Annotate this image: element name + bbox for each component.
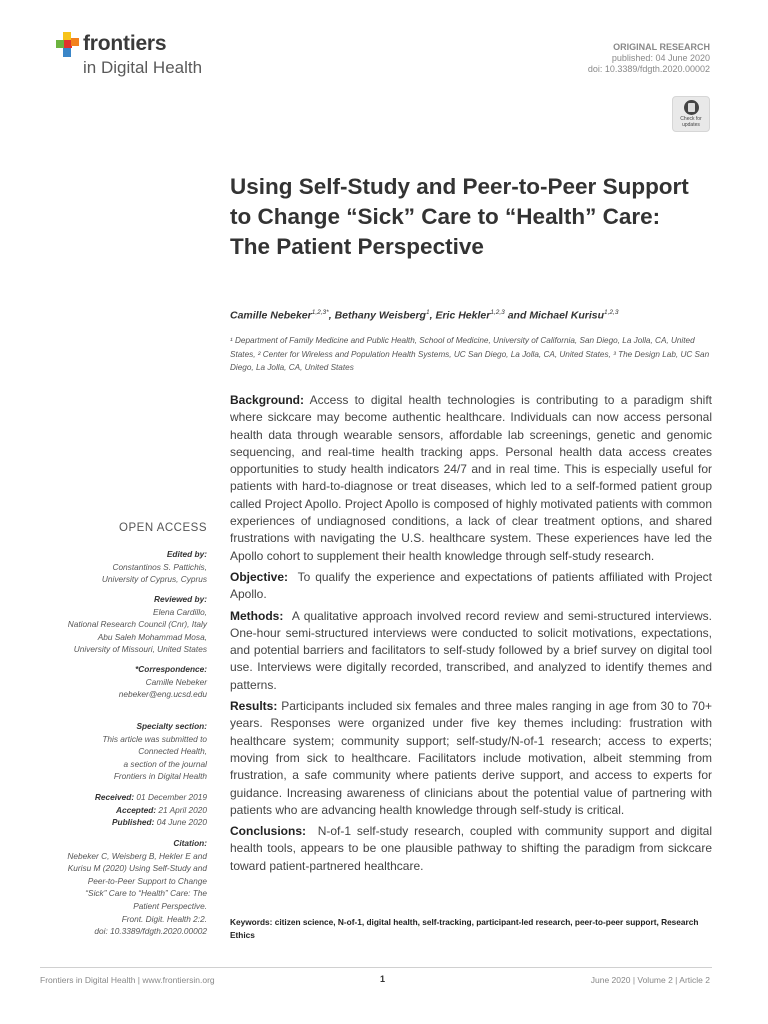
sidebar-line: Front. Digit. Health 2:2.: [121, 913, 207, 924]
abstract-heading: Objective:: [230, 569, 289, 584]
sidebar-line: National Research Council (Cnr), Italy: [67, 619, 207, 630]
frontiers-logo-icon: [56, 32, 80, 58]
author-name[interactable]: Eric Hekler: [435, 309, 491, 322]
footer-divider: [40, 967, 712, 968]
sidebar-line: Frontiers in Digital Health: [113, 771, 207, 782]
footer-issue-info: June 2020 | Volume 2 | Article 2: [590, 975, 710, 985]
open-access-label: OPEN ACCESS: [119, 522, 207, 534]
sidebar-heading: Citation:: [173, 838, 207, 848]
page-number: 1: [380, 974, 386, 984]
abstract-heading: Background:: [230, 393, 305, 407]
abstract-objective: [230, 569, 712, 604]
received-date: [40, 791, 207, 804]
abstract-methods: [230, 608, 712, 694]
published-date-side: [40, 816, 207, 829]
abstract-heading: Methods:: [230, 608, 284, 623]
doi-link[interactable]: doi: 10.3389/fdgth.2020.00002: [587, 64, 710, 74]
author-affiliation-marker: 1,2,3: [490, 309, 505, 316]
correspondence-email-link[interactable]: nebeker@eng.ucsd.edu: [118, 689, 207, 700]
sidebar-line: Kurisu M (2020) Using Self-Study and: [67, 863, 207, 874]
abstract-background: [230, 392, 712, 565]
citation-doi-link[interactable]: doi: 10.3389/fdgth.2020.00002: [94, 926, 207, 937]
citation-section: [40, 837, 207, 938]
sidebar-line: University of Missouri, United States: [73, 644, 207, 655]
sidebar-line: Patient Perspective.: [133, 900, 207, 911]
article-title: Using Self-Study and Peer-to-Peer Support to Change “Sick” Care to “Health” Care: The Patient Perspective: [230, 174, 689, 259]
sidebar-heading: Accepted:: [115, 804, 157, 815]
sidebar-heading: Specialty section:: [136, 721, 207, 731]
sidebar-value: 04 June 2020: [156, 817, 207, 828]
footer-journal-link[interactable]: Frontiers in Digital Health | www.frontiersin.org: [40, 975, 215, 985]
affiliations: ¹ Department of Family Medicine and Public Health, School of Medicine, University of California, San Diego, La Jolla, CA, United States, ² Center for Wireless and Population Health Systems, UC San Diego, La Jolla, CA, United States, ³ The Design Lab, UC San Diego, La Jolla, CA, United States: [230, 336, 710, 373]
author-separator: ,: [429, 309, 436, 322]
sidebar-heading: *Correspondence:: [135, 664, 207, 674]
abstract-text: Access to digital health technologies is contributing to a paradigm shift where sickcare may become authentic healthcare. Individuals can now access personal health data through wearable sensors, affordable lab screenings, genetic and genomic sequencing, and real-time health tracking apps. Personal health data access creates opportunities to study health indicators 24/7 and in real time. This is especially useful for patients with hard-to-diagnose or treat diseases, which led to a self-formed patient group called Project Apollo. Project Apollo is composed of highly motivated patients with common experiences of undiagnosed conditions, a lack of clear treatment options, and shared frustrations with navigating the U.S. healthcare system. These experiences have led the Apollo cohort to supplement their health knowledge through self-study research.: [230, 393, 712, 563]
abstract-conclusions: [230, 823, 712, 875]
author-separator: ,: [328, 309, 335, 322]
author-separator: and: [504, 309, 530, 322]
abstract-text: N-of-1 self-study research, coupled with community support and digital health tools, appears to be one plausible pathway to shifting the paradigm from sickcare toward patient-partnered healthcare.: [230, 824, 712, 873]
reviewed-by-section: [40, 593, 207, 656]
sidebar-heading: Reviewed by:: [153, 594, 207, 604]
sidebar-line[interactable]: Elena Cardillo,: [153, 606, 207, 617]
abstract-heading: Results:: [230, 699, 278, 714]
author-list: [230, 309, 720, 322]
author-affiliation-marker: 1,2,3: [604, 309, 619, 316]
edited-by-section: [40, 548, 207, 586]
abstract: [230, 392, 712, 879]
accepted-date: [40, 804, 207, 817]
sidebar-line: University of Cyprus, Cyprus: [101, 574, 207, 585]
sidebar-line: Camille Nebeker: [145, 676, 207, 687]
sidebar-value: 01 December 2019: [136, 792, 207, 802]
sidebar-heading: Edited by:: [166, 549, 207, 559]
abstract-text: Participants included six females and three males ranging in age from 30 to 70+ years. Responses were organized under five key themes including: frustration with healthcare system; community support; self-study/N-of-1 research; access to experts; moving from sick to healthcare. Facilitators include motivation, albeit stemming from frustration, a safe community where patients derive support, and access to experts for guidance. Increasing awareness of clinicians about the potential value of partnering with patients who are advancing health knowledge through self-study is critical.: [230, 699, 712, 817]
sidebar-line: Peer-to-Peer Support to Change: [87, 875, 207, 886]
check-for-updates-button[interactable]: [672, 96, 710, 132]
check-updates-icon: [684, 100, 699, 115]
sidebar-heading: Received:: [94, 792, 135, 802]
author-name[interactable]: Bethany Weisberg: [334, 309, 426, 322]
author-affiliation-marker: 1,2,3*: [311, 309, 329, 316]
dates-section: [40, 791, 207, 829]
sidebar-line: Connected Health,: [138, 746, 207, 757]
sidebar-line: “Sick” Care to “Health” Care: The: [85, 888, 207, 899]
sidebar-line: This article was submitted to: [102, 733, 207, 744]
journal-name-line2: in Digital Health: [83, 58, 203, 77]
author-name[interactable]: Camille Nebeker: [230, 309, 312, 322]
check-updates-label: Check for updates: [680, 116, 702, 128]
author-affiliation-marker: 1: [425, 309, 430, 316]
published-date: published: 04 June 2020: [611, 53, 710, 63]
journal-name-line1: frontiers: [83, 32, 167, 55]
keywords: Keywords: citizen science, N-of-1, digital health, self-tracking, participant-led research, peer-to-peer support, Research Ethics: [230, 917, 699, 940]
sidebar-line[interactable]: Constantinos S. Pattichis,: [112, 561, 207, 572]
abstract-text: To qualify the experience and expectations of patients affiliated with Project Apollo.: [230, 569, 712, 602]
abstract-text: A qualitative approach involved record review and semi-structured interviews. One-hour semi-structured interviews were conducted to solicit motivations, expectations, and potential barriers and facilitators to self-study followed by a brief survey on digital tool use. Interviews were digitally recorded, transcribed, and analyzed to identify themes and patterns.: [230, 608, 712, 692]
sidebar-heading: Published:: [111, 817, 155, 828]
author-name[interactable]: Michael Kurisu: [529, 309, 604, 322]
sidebar-line: a section of the journal: [123, 758, 207, 769]
sidebar-line[interactable]: Abu Saleh Mohammad Mosa,: [97, 631, 207, 642]
article-type: ORIGINAL RESEARCH: [613, 42, 710, 52]
abstract-heading: Conclusions:: [230, 824, 307, 839]
sidebar-line: Nebeker C, Weisberg B, Hekler E and: [67, 850, 207, 861]
abstract-results: [230, 698, 712, 819]
sidebar-value: 21 April 2020: [158, 804, 207, 815]
specialty-section: [40, 720, 207, 783]
correspondence-section: [40, 663, 207, 701]
